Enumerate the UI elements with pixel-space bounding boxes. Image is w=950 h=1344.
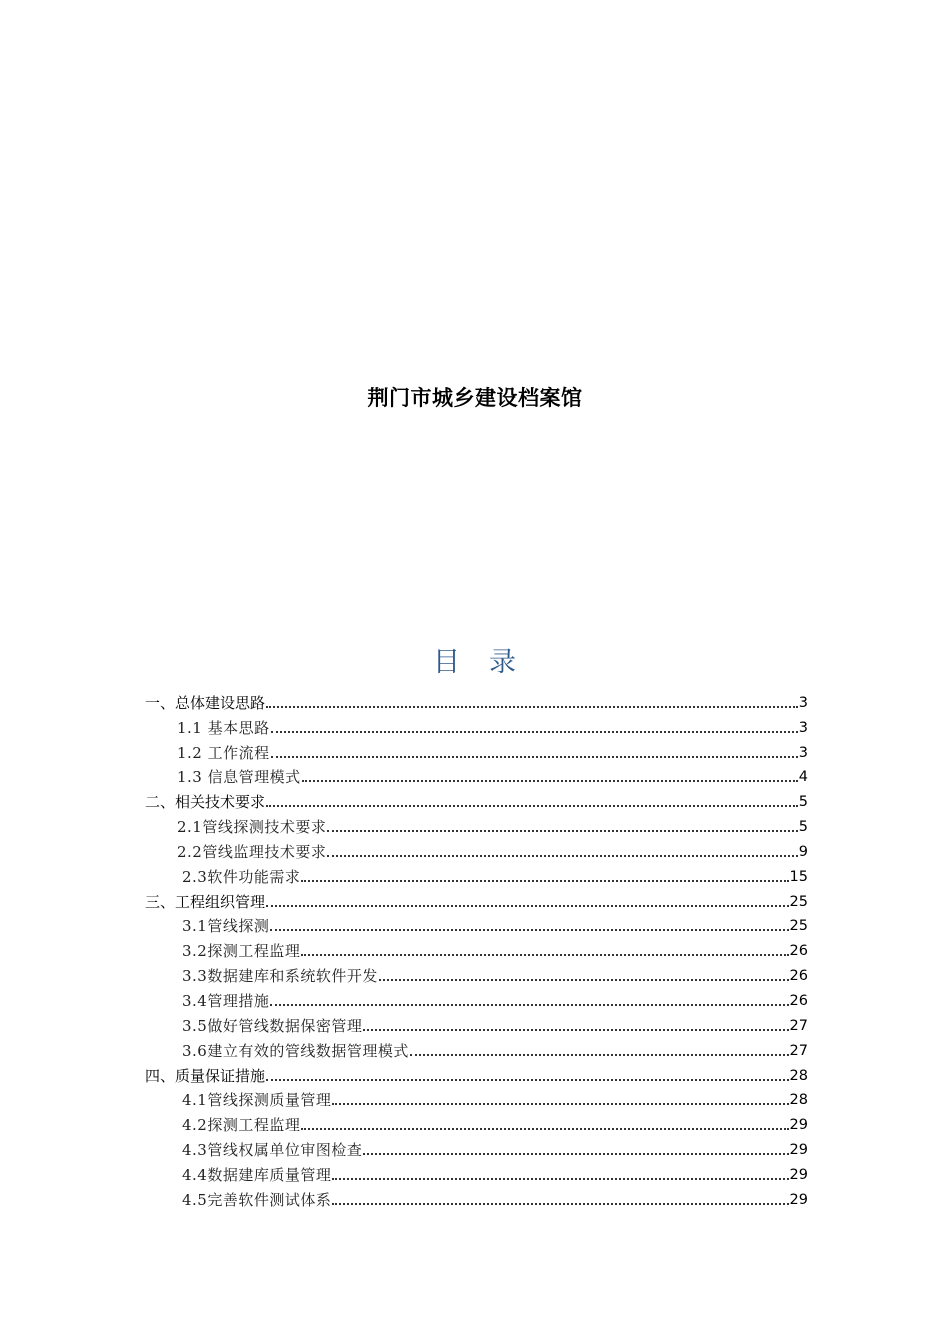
toc-leader: [270, 929, 788, 931]
toc-entry-label: 4.1管线探测质量管理: [182, 1091, 332, 1110]
toc-entry-label: 4.2探测工程监理: [182, 1116, 301, 1135]
toc-entry[interactable]: [145, 886, 808, 911]
toc-entry-page: 3: [798, 694, 808, 711]
toc-entry[interactable]: [145, 687, 808, 712]
toc-entry[interactable]: [145, 1184, 808, 1209]
toc-entry-label: 4.5完善软件测试体系: [182, 1190, 332, 1209]
toc-heading-right: 录: [489, 647, 517, 678]
toc-entry[interactable]: [145, 1109, 808, 1134]
toc-entry-page: 9: [798, 843, 808, 860]
toc-leader: [327, 830, 797, 832]
toc-entry[interactable]: [145, 960, 808, 985]
toc-entry-page: 26: [789, 968, 808, 985]
toc-entry-page: 27: [789, 1042, 808, 1059]
toc-leader: [327, 855, 797, 857]
toc-leader: [301, 880, 788, 882]
toc-entry-label: 1.2 工作流程: [177, 743, 270, 762]
toc-entry-page: 3: [798, 744, 808, 761]
toc-entry-page: 29: [789, 1166, 808, 1183]
toc-entry[interactable]: [145, 1134, 808, 1159]
toc-entry[interactable]: [145, 985, 808, 1010]
toc-entry-page: 29: [789, 1142, 808, 1159]
toc-entry-page: 25: [789, 918, 808, 935]
toc-leader: [332, 1103, 788, 1105]
toc-entry-label: 3.2探测工程监理: [182, 942, 301, 961]
toc-leader: [363, 1153, 788, 1155]
toc-entry-label: 2.2管线监理技术要求: [177, 842, 327, 861]
toc-entry-label: 1.3 信息管理模式: [177, 768, 301, 787]
toc-entry[interactable]: [145, 762, 808, 787]
toc-leader: [302, 780, 798, 782]
toc-heading: [0, 640, 950, 679]
toc-entry-label: 二、相关技术要求: [145, 793, 266, 812]
toc-leader: [332, 1203, 788, 1205]
toc-entry[interactable]: [145, 786, 808, 811]
toc-leader: [301, 1128, 788, 1130]
toc-entry-label: 3.4管理措施: [182, 991, 270, 1010]
toc-entry[interactable]: [145, 861, 808, 886]
toc-entry-page: 29: [789, 1117, 808, 1134]
toc-leader: [266, 706, 798, 708]
toc-entry[interactable]: [145, 737, 808, 762]
toc-entry-label: 4.3管线权属单位审图检查: [182, 1141, 363, 1160]
toc-entry-page: 25: [789, 893, 808, 910]
toc-leader: [266, 1079, 789, 1081]
table-of-contents: [145, 687, 808, 1209]
toc-entry-page: 28: [789, 1067, 808, 1084]
toc-leader: [301, 954, 788, 956]
toc-entry-page: 26: [789, 992, 808, 1009]
toc-entry-label: 4.4数据建库质量管理: [182, 1165, 332, 1184]
toc-leader: [266, 805, 798, 807]
toc-entry-page: 5: [798, 819, 808, 836]
toc-entry[interactable]: [145, 935, 808, 960]
toc-entry-page: 4: [798, 769, 808, 786]
toc-entry-label: 四、质量保证措施: [145, 1066, 266, 1085]
toc-entry-page: 15: [789, 868, 808, 885]
toc-leader: [270, 1004, 788, 1006]
toc-entry[interactable]: [145, 1085, 808, 1110]
toc-entry-label: 3.6建立有效的管线数据管理模式: [182, 1041, 409, 1060]
toc-entry-label: 2.1管线探测技术要求: [177, 818, 327, 837]
toc-entry-page: 5: [798, 794, 808, 811]
toc-leader: [332, 1178, 788, 1180]
toc-leader: [271, 731, 798, 733]
toc-entry[interactable]: [145, 1035, 808, 1060]
toc-entry-label: 1.1 基本思路: [177, 718, 270, 737]
toc-heading-left: 目: [433, 647, 461, 678]
toc-entry-page: 28: [789, 1092, 808, 1109]
toc-entry[interactable]: [145, 1159, 808, 1184]
toc-entry[interactable]: [145, 1060, 808, 1085]
toc-leader: [379, 979, 789, 981]
toc-entry-page: 27: [789, 1017, 808, 1034]
toc-entry[interactable]: [145, 911, 808, 936]
toc-entry[interactable]: [145, 836, 808, 861]
toc-entry-label: 三、工程组织管理: [145, 892, 266, 911]
toc-leader: [363, 1029, 788, 1031]
toc-entry-label: 一、总体建设思路: [145, 693, 266, 712]
toc-leader: [266, 905, 789, 907]
toc-entry[interactable]: [145, 811, 808, 836]
toc-leader: [271, 756, 798, 758]
toc-entry-label: 3.3数据建库和系统软件开发: [182, 967, 378, 986]
toc-entry-page: 29: [789, 1191, 808, 1208]
toc-entry[interactable]: [145, 1010, 808, 1035]
toc-entry-page: 3: [798, 719, 808, 736]
document-title: 荆门市城乡建设档案馆: [367, 386, 583, 410]
toc-leader: [410, 1054, 789, 1056]
toc-entry-label: 3.5做好管线数据保密管理: [182, 1016, 363, 1035]
toc-entry-label: 2.3软件功能需求: [182, 867, 301, 886]
toc-entry-label: 3.1管线探测: [182, 917, 270, 936]
toc-entry[interactable]: [145, 712, 808, 737]
toc-entry-page: 26: [789, 943, 808, 960]
